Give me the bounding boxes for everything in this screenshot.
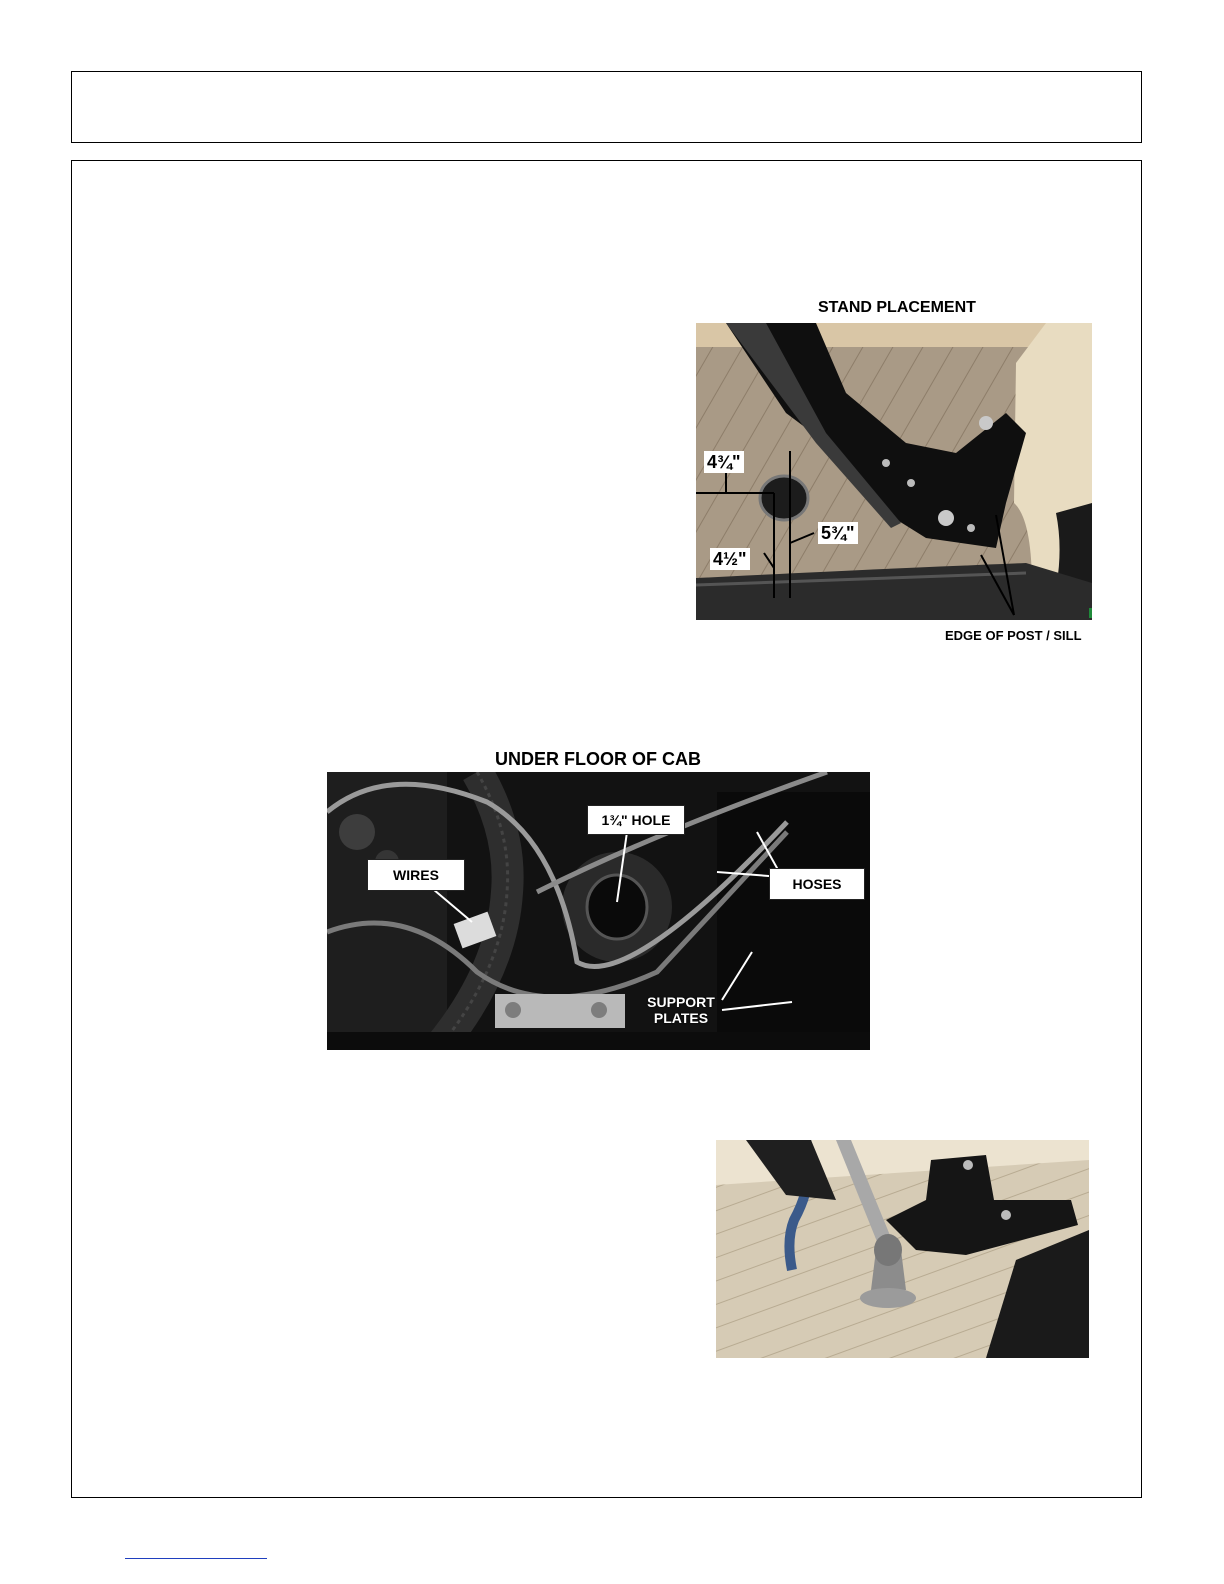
stand-placement-illustration	[696, 323, 1092, 620]
under-floor-title: UNDER FLOOR OF CAB	[495, 749, 701, 769]
stand-placement-title: STAND PLACEMENT	[818, 299, 976, 316]
edge-of-post-sill-label: EDGE OF POST / SILL	[945, 628, 1082, 643]
hoses-callout: HOSES	[769, 868, 865, 900]
hole-callout: 1¾" HOLE	[587, 805, 685, 835]
installed-stand-photo	[716, 1140, 1089, 1358]
wires-callout: WIRES	[367, 859, 465, 891]
support-plates-label-line1: SUPPORT	[647, 994, 715, 1010]
header-box	[71, 71, 1142, 143]
footer-link-underline[interactable]	[125, 1558, 267, 1559]
installed-stand-illustration	[716, 1140, 1089, 1358]
dimension-4-3-4: 4¾"	[704, 451, 744, 473]
stand-placement-photo	[696, 323, 1092, 620]
support-plates-callout	[640, 994, 722, 1030]
dimension-4-1-2: 4½"	[710, 548, 750, 570]
support-plates-label-line2: PLATES	[653, 1010, 709, 1027]
dimension-5-3-4: 5¾"	[818, 522, 858, 544]
